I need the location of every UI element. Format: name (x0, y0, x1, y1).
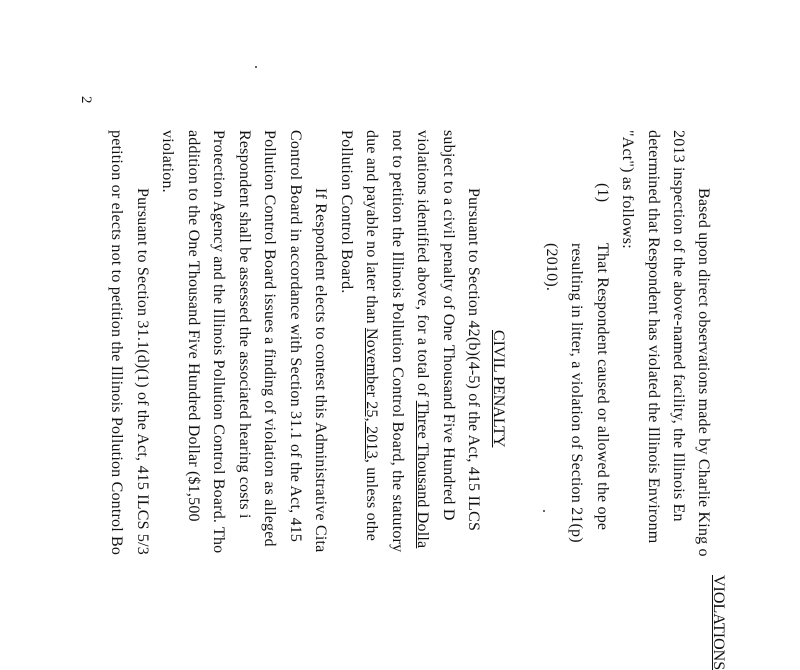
civil-penalty-text: violations identified above, for a total of (414, 130, 431, 397)
violations-line: 2013 inspection of the above-named facility, the Illinois En (670, 130, 687, 522)
contest-line: addition to the One Thousand Five Hundred Dollar ($1,500 (185, 130, 202, 522)
violation-item-line: resulting in litter, a violation of Section 21(p) (568, 243, 585, 543)
contest-line: Pollution Control Board issues a finding of violation as alleged (261, 130, 278, 547)
civil-penalty-line: subject to a civil penalty of One Thousand Five Hundred D (440, 130, 457, 521)
civil-penalty-text: , unless othe (363, 458, 380, 542)
pursuant-line: petition or elects not to petition the Illinois Pollution Control Bo (108, 130, 125, 556)
violation-item-line: That Respondent caused or allowed the ope (594, 243, 611, 531)
scan-speck (543, 510, 545, 512)
violations-line: Based upon direct observations made by Charlie King o (695, 188, 712, 557)
penalty-amount: Three Thousand Dolla (414, 400, 431, 549)
contest-line: Respondent shall be assessed the associated hearing costs i (236, 130, 253, 519)
civil-penalty-line: not to petition the Illinois Pollution Control Board, the statutory (389, 130, 406, 553)
page-number: 2 (78, 96, 94, 104)
civil-penalty-line (362, 130, 380, 541)
due-date: November 25, 2013 (363, 327, 380, 459)
violations-line: "Act") as follows: (619, 130, 636, 249)
pursuant-line: Pursuant to Section 31.1(d)(1) of the Act, 415 ILCS 5/3 (134, 188, 151, 555)
violations-line: determined that Respondent has violated the Illinois Environm (645, 130, 662, 544)
contest-line: Protection Agency and the Illinois Pollution Control Board. Tho (210, 130, 227, 554)
violations-heading: VIOLATIONS (710, 575, 727, 670)
civil-penalty-line: Pollution Control Board. (338, 130, 355, 294)
civil-penalty-line (413, 130, 431, 548)
violation-item-number: (1) (594, 183, 611, 203)
contest-line: violation. (159, 130, 176, 193)
civil-penalty-line: Pursuant to Section 42(b)(4-5) of the Act, 415 ILCS (465, 188, 482, 532)
civil-penalty-text: due and payable no later than (363, 130, 380, 324)
civil-penalty-heading: CIVIL PENALTY (490, 330, 507, 448)
contest-line: Control Board in accordance with Section 31.1 of the Act, 415 (287, 130, 304, 543)
violation-item-line: (2010). (543, 243, 560, 292)
scan-speck (255, 66, 257, 68)
contest-line: If Respondent elects to contest this Administrative Cita (312, 188, 329, 553)
